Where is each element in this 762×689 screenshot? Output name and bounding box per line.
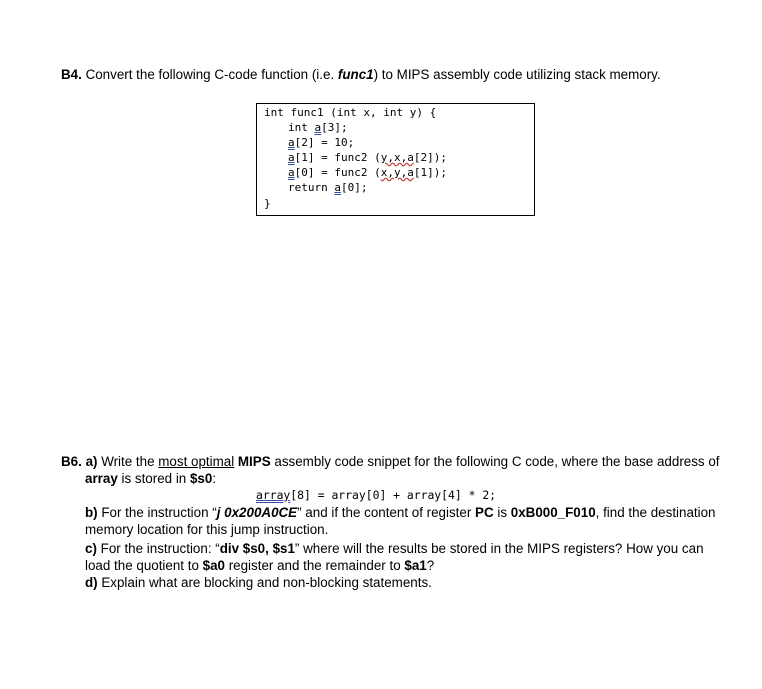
question-b6-label: B6. [61,454,82,469]
question-b6-part-a-line2: array is stored in $s0: [85,471,217,486]
question-b6-part-a: B6. a) Write the most optimal MIPS assembly code snippet for the following C code, where the base address of [61,454,720,469]
question-b4-prompt: B4. Convert the following C-code function (i.e. func1) to MIPS assembly code utilizing stack memory. [61,67,661,82]
question-b6-part-b: b) For the instruction “j 0x200A0CE” and if the content of register PC is 0xB000_F010, find the destination [85,505,716,520]
code-box [256,103,535,216]
question-b6-part-c: c) For the instruction: “div $s0, $s1” where will the results be stored in the MIPS registers? How you can [85,541,704,556]
code-line-4: a[1] = func2 (y,x,a[2]); [288,151,447,164]
code-line-6: return a[0]; [288,181,368,194]
question-b6-part-d: d) Explain what are blocking and non-blocking statements. [85,575,432,590]
code-line-2: int a[3]; [288,121,348,134]
code-line-1: int func1 (int x, int y) { [264,106,437,119]
code-line-5: a[0] = func2 (x,y,a[1]); [288,166,447,179]
c-code-line: array[8] = array[0] + array[4] * 2; [256,488,497,502]
func-name: func1 [337,67,374,82]
question-b4-label: B4. [61,67,82,82]
code-line-3: a[2] = 10; [288,136,355,149]
question-b6-part-b-line2: memory location for this jump instruction. [85,522,329,537]
code-line-7: } [264,197,271,210]
question-b6-part-c-line2: load the quotient to $a0 register and the remainder to $a1? [85,558,435,573]
